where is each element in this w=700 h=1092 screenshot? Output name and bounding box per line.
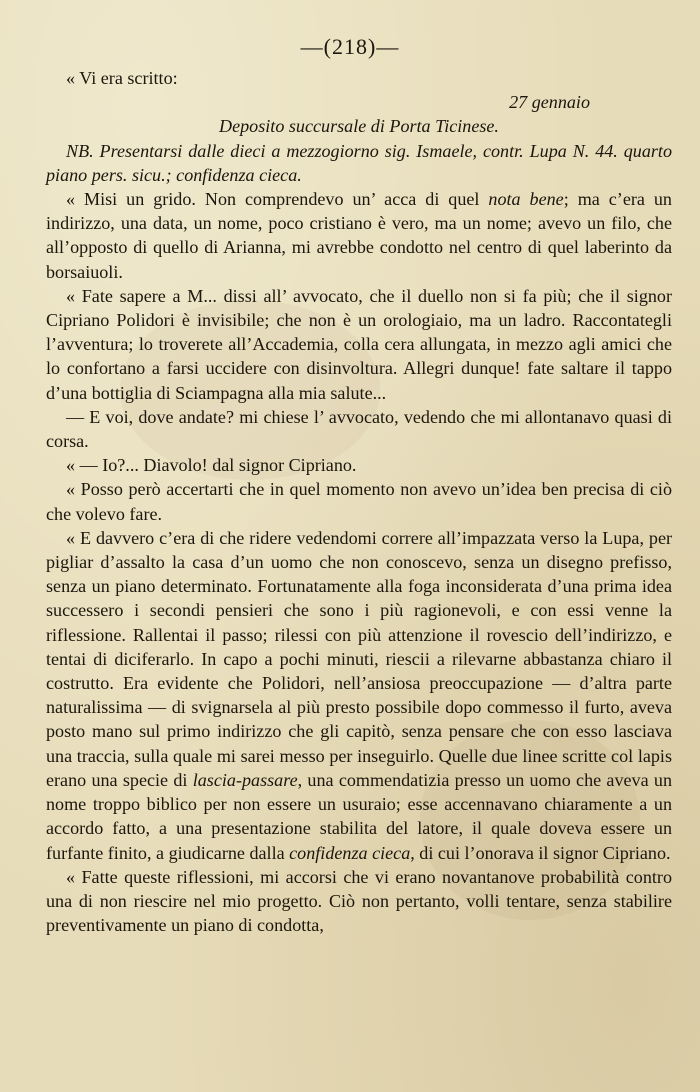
paragraph: « Fatte queste riflessioni, mi accorsi che vi erano novantanove probabilità contro una di non riescire nel mio progetto. Ciò non pertanto, volli tentare, senza stabilire preventivamente un piano di condotta, [46,866,672,936]
paragraph-text: ; ma c’era un indirizzo, una data, un nome, poco cristiano è vero, ma un nome; avevo un filo, che all’opposto di quello di Arianna, mi avrebbe condotto nel centro di quel laberinto da borsaiuoli. [46,189,672,282]
paragraph-text: « Misi un grido. Non comprendevo un’ acca di quel [66,189,489,210]
letter-place: Deposito succursale di Porta Ticinese. [219,116,499,137]
letter-intro: « Vi era scritto: [66,68,178,88]
paragraph: « Fate sapere a M... dissi all’ avvocato, che il duello non si fa più; che il signor Cipriano Polidori è invisibile; che non è un orologiaio, ma un ladro. Raccontategli l’avventura; lo troverete all’Accademia, colla cera allungata, in mezzo agli amici che lo confortano a farsi uccidere con disinvoltura. Allegri dunque! fate saltare il tappo d’una bottiglia di Sciampagna alla mia salute... [46,285,672,403]
paragraph-text: « E davvero c’era di che ridere vedendomi correre all’impazzata verso la Lupa, per pigliar d’assalto la casa d’un uomo che non conoscevo, senza un disegno prefisso, senza un piano determinato. Fortunatamente alla foga inconsiderata d’una prima idea successero i secondi pensieri che sono i più ragionevoli, e con essi venne la riflessione. Rallentai il passo; rilessi con più attenzione il rovescio dell’indirizzo, e tentai di diciferarlo. In capo a pochi minuti, riescii a rilevarne abbastanza chiaro il costrutto. Era evidente che Polidori, nell’ansiosa preoccupazione — d’altra parte naturalissima — di svignarsela al più presto possibile dopo commesso il furto, aveva posto mano sul primo indirizzo che gli capitò, senza pensare che con esso lasciava una traccia, sulla quale mi sarei messo per inseguirlo. Quelle due linee scritte col lapis erano una specie di [46,527,672,790]
italic-phrase: nota bene [488,189,564,210]
paragraph-text: , una commendatizia presso un uomo che aveva un nome troppo biblico per non essere un usuraio; esse accennavano chiaramente a un accordo fatto, a una presentazione stabilita del latore, il quale doveva essere un furfante finito, a giudicarne dalla [46,769,672,863]
paragraph: « — Io?... Diavolo! dal signor Cipriano. [66,455,357,476]
italic-phrase: confidenza cieca [289,842,411,863]
letter-nb: NB. Presentarsi dalle dieci a mezzogiorno sig. Ismaele, contr. Lupa N. 44. quarto piano pers. sicu.; confidenza cieca. [46,140,672,185]
italic-phrase: lascia-passare [192,769,298,790]
paragraph [46,526,672,865]
letter-date: 27 gennaio [509,92,590,113]
paragraph-text: , di cui l’onorava il signor Cipriano. [410,842,671,863]
paragraph: « Posso però accertarti che in quel momento non avevo un’idea ben precisa di ciò che volevo fare. [46,479,672,524]
page-text [46,66,672,937]
page-number: —(218)— [300,34,400,59]
paragraph: — E voi, dove andate? mi chiese l’ avvocato, vedendo che mi allontanavo quasi di corsa. [46,406,672,452]
paragraph [46,187,672,284]
